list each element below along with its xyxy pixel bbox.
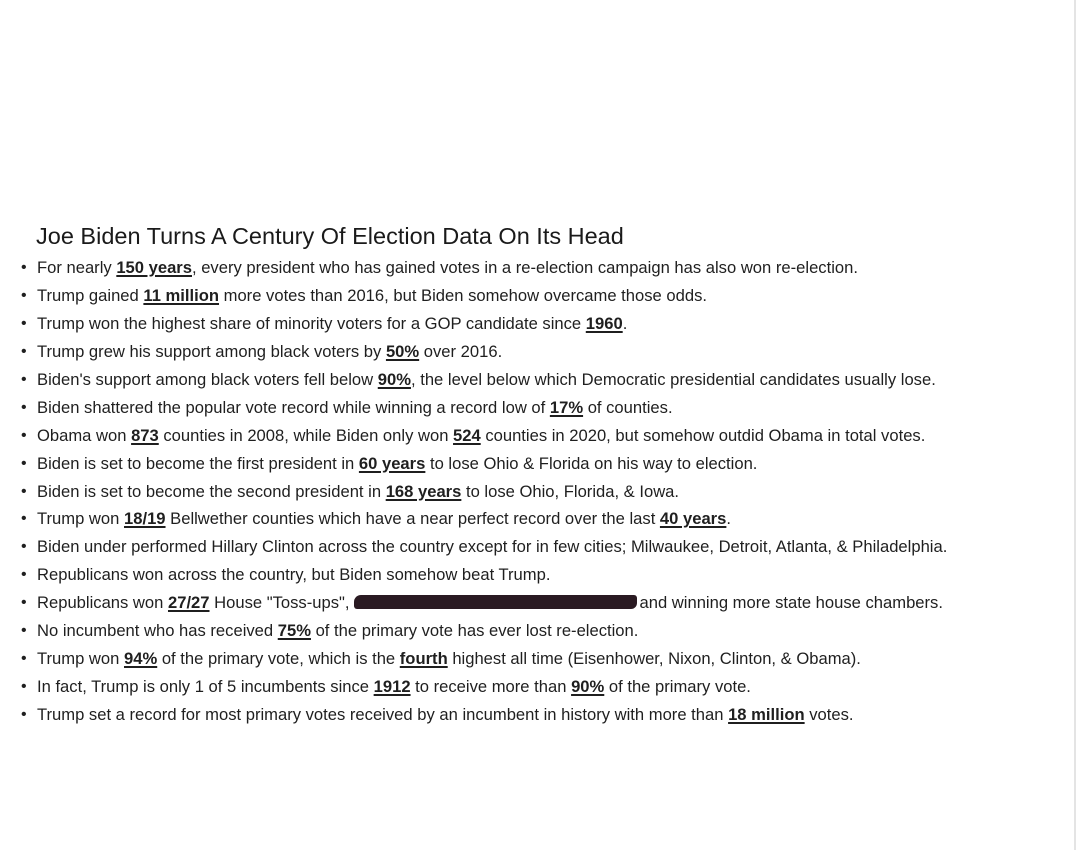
bullet-icon: •	[21, 398, 27, 416]
item-text: House "Toss-ups",	[209, 593, 350, 613]
emphasized-figure: 1960	[585, 313, 623, 333]
redaction-mark	[354, 595, 637, 609]
item-text: and winning more state house chambers.	[639, 593, 943, 613]
item-text: counties in 2008, while Biden only won	[158, 425, 454, 445]
item-text: more votes than 2016, but Biden somehow overcame those odds.	[219, 285, 707, 305]
item-text: Biden shattered the popular vote record while winning a record low of	[37, 397, 550, 417]
list-item	[0, 589, 947, 617]
emphasized-figure: 1912	[373, 677, 411, 697]
item-text: to lose Ohio & Florida on his way to election.	[425, 453, 758, 473]
emphasized-figure: 11 million	[143, 285, 220, 305]
item-text: Trump won the highest share of minority voters for a GOP candidate since	[37, 313, 586, 333]
bullet-icon: •	[21, 286, 27, 304]
list-item	[0, 673, 947, 701]
emphasized-figure: 75%	[277, 621, 311, 641]
item-text: of the primary vote.	[604, 677, 751, 697]
bullet-icon: •	[21, 538, 27, 556]
item-text: Obama won	[37, 425, 132, 445]
item-text: Trump gained	[37, 285, 144, 305]
list-item	[0, 450, 947, 478]
emphasized-figure: 873	[131, 425, 159, 445]
bullet-icon: •	[21, 426, 27, 444]
item-text: Biden is set to become the first president in	[37, 453, 359, 473]
item-text: Republicans won	[37, 593, 168, 613]
list-item	[0, 533, 947, 561]
item-text: highest all time (Eisenhower, Nixon, Clinton, & Obama).	[447, 649, 861, 669]
list-item	[0, 394, 947, 422]
item-text: Biden under performed Hillary Clinton across the country except for in few cities; Milwaukee, Detroit, Atlanta, & Philadelphia.	[37, 537, 948, 557]
item-text: Trump won	[37, 509, 124, 529]
bullet-icon: •	[21, 650, 27, 668]
emphasized-figure: fourth	[399, 649, 448, 669]
list-item	[0, 478, 947, 506]
emphasized-figure: 18 million	[728, 705, 805, 724]
emphasized-figure: 40 years	[659, 509, 727, 529]
emphasized-figure: 90%	[571, 677, 605, 697]
emphasized-figure: 17%	[549, 397, 584, 417]
item-text: over 2016.	[419, 341, 503, 361]
item-text: to receive more than	[410, 677, 572, 697]
bullet-icon: •	[21, 454, 27, 472]
fact-list	[0, 254, 947, 729]
item-text: of counties.	[583, 397, 673, 417]
article-title: Joe Biden Turns A Century Of Election Data On Its Head	[36, 223, 624, 249]
bullet-icon: •	[21, 370, 27, 388]
item-text: Trump won	[37, 649, 124, 669]
item-text: of the primary vote has ever lost re-election.	[310, 621, 639, 641]
bullet-icon: •	[21, 314, 27, 332]
item-text: , every president who has gained votes in a re-election campaign has also won re-election.	[191, 258, 858, 277]
list-item	[0, 282, 947, 310]
emphasized-figure: 90%	[377, 369, 411, 389]
list-item	[0, 422, 947, 450]
item-text: Republicans won across the country, but Biden somehow beat Trump.	[37, 565, 551, 585]
emphasized-figure: 94%	[124, 649, 158, 669]
list-item	[0, 366, 947, 394]
page-edge-divider	[1074, 0, 1076, 850]
list-item	[0, 505, 947, 533]
bullet-icon: •	[21, 566, 27, 584]
item-text: to lose Ohio, Florida, & Iowa.	[461, 481, 680, 501]
item-text: .	[622, 313, 628, 333]
item-text: Trump set a record for most primary votes received by an incumbent in history with more than	[37, 705, 729, 724]
bullet-icon: •	[21, 510, 27, 528]
item-text: Bellwether counties which have a near perfect record over the last	[165, 509, 660, 529]
bullet-icon: •	[21, 482, 27, 500]
emphasized-figure: 150 years	[116, 258, 192, 277]
bullet-icon: •	[21, 594, 27, 612]
item-text: For nearly	[37, 258, 117, 277]
item-text: counties in 2020, but somehow outdid Obama in total votes.	[480, 425, 926, 445]
emphasized-figure: 18/19	[124, 509, 166, 529]
emphasized-figure: 168 years	[385, 481, 462, 501]
item-text: Trump grew his support among black voters by	[37, 341, 386, 361]
item-text: , the level below which Democratic presidential candidates usually lose.	[410, 369, 936, 389]
bullet-icon: •	[21, 622, 27, 640]
bullet-icon: •	[21, 259, 27, 276]
list-item	[0, 645, 947, 673]
item-text: Biden is set to become the second president in	[37, 481, 386, 501]
item-text: .	[726, 509, 731, 529]
bullet-icon: •	[21, 342, 27, 360]
bullet-icon: •	[21, 678, 27, 696]
list-item	[0, 254, 947, 282]
list-item	[0, 338, 947, 366]
item-text: votes.	[804, 705, 854, 724]
list-item	[0, 701, 947, 729]
emphasized-figure: 27/27	[167, 593, 210, 613]
bullet-icon: •	[21, 706, 27, 723]
list-item	[0, 561, 947, 589]
list-item	[0, 310, 947, 338]
item-text: No incumbent who has received	[37, 621, 278, 641]
item-text: Biden's support among black voters fell below	[37, 369, 378, 389]
item-text: In fact, Trump is only 1 of 5 incumbents since	[37, 677, 374, 697]
list-item	[0, 617, 947, 645]
item-text: of the primary vote, which is the	[157, 649, 400, 669]
emphasized-figure: 50%	[385, 341, 420, 361]
emphasized-figure: 524	[453, 425, 481, 445]
emphasized-figure: 60 years	[358, 453, 426, 473]
